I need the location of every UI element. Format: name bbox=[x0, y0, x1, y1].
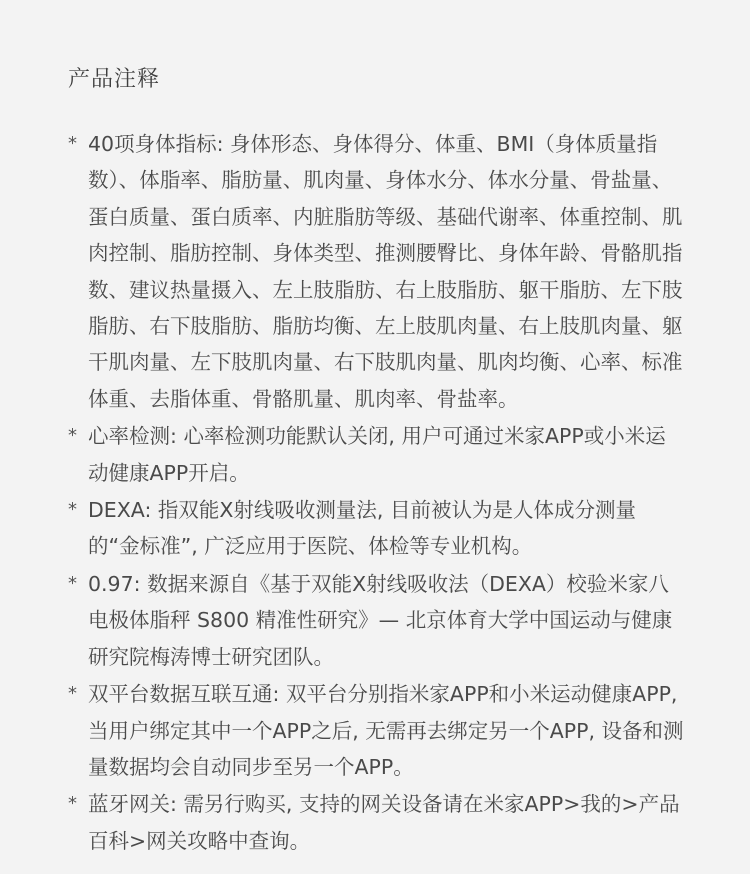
note-text: 需另行购买, 支持的网关设备请在米家APP>我的>产品百科>网关攻略中查询。 bbox=[88, 792, 680, 853]
note-label: 心率检测: bbox=[88, 424, 184, 449]
note-bluetooth-gateway bbox=[68, 786, 686, 859]
note-dexa bbox=[68, 492, 686, 565]
note-text: 指双能X射线吸收测量法, 目前被认为是人体成分测量的“金标准”, 广泛应用于医院、体检等专业机构。 bbox=[88, 498, 636, 559]
note-label: 0.97: bbox=[88, 571, 148, 596]
note-text: 双平台分别指米家APP和小米运动健康APP, 当用户绑定其中一个APP之后, 无需再去绑定另一个APP, 设备和测量数据均会自动同步至另一个APP。 bbox=[88, 682, 684, 779]
note-text: 心率检测功能默认关闭, 用户可通过米家APP或小米运动健康APP开启。 bbox=[88, 424, 666, 485]
note-text: 数据来源自《基于双能X射线吸收法（DEXA）校验米家八电极体脂秤 S800 精准性研究》— 北京体育大学中国运动与健康研究院梅涛博士研究团队。 bbox=[88, 571, 673, 669]
note-body-metrics bbox=[68, 126, 686, 417]
note-text: 身体形态、身体得分、体重、BMI（身体质量指数）、体脂率、脂肪量、肌肉量、身体水分、体水分量、骨盐量、蛋白质量、蛋白质率、内脏脂肪等级、基础代谢率、体重控制、肌肉控制、脂肪控制、身体类型、推测腰臀比、身体年龄、骨骼肌指数、建议热量摄入、左上肢脂肪、右上肢脂肪、躯干脂肪、左下肢脂肪、右下肢脂肪、脂肪均衡、左上肢肌肉量、右上肢肌肉量、躯干肌肉量、左下肢肌肉量、右下肢肌肉量、肌肉均衡、心率、标准体重、去脂体重、骨骼肌量、肌肉率、骨盐率。 bbox=[88, 132, 683, 411]
page-title: 产品注释 bbox=[68, 67, 161, 92]
asterisk-icon: * bbox=[68, 133, 77, 154]
note-heart-rate bbox=[68, 418, 686, 491]
note-dual-platform bbox=[68, 676, 686, 785]
note-label: 40项身体指标: bbox=[88, 132, 231, 156]
asterisk-icon: * bbox=[68, 572, 77, 594]
notes-list bbox=[68, 126, 686, 859]
note-label: DEXA: bbox=[88, 498, 158, 523]
note-accuracy bbox=[68, 566, 686, 675]
asterisk-icon: * bbox=[68, 499, 77, 521]
asterisk-icon: * bbox=[68, 793, 77, 815]
note-label: 双平台数据互联互通: bbox=[88, 682, 286, 707]
asterisk-icon: * bbox=[68, 683, 77, 705]
note-label: 蓝牙网关: bbox=[88, 792, 184, 817]
asterisk-icon: * bbox=[68, 425, 77, 447]
